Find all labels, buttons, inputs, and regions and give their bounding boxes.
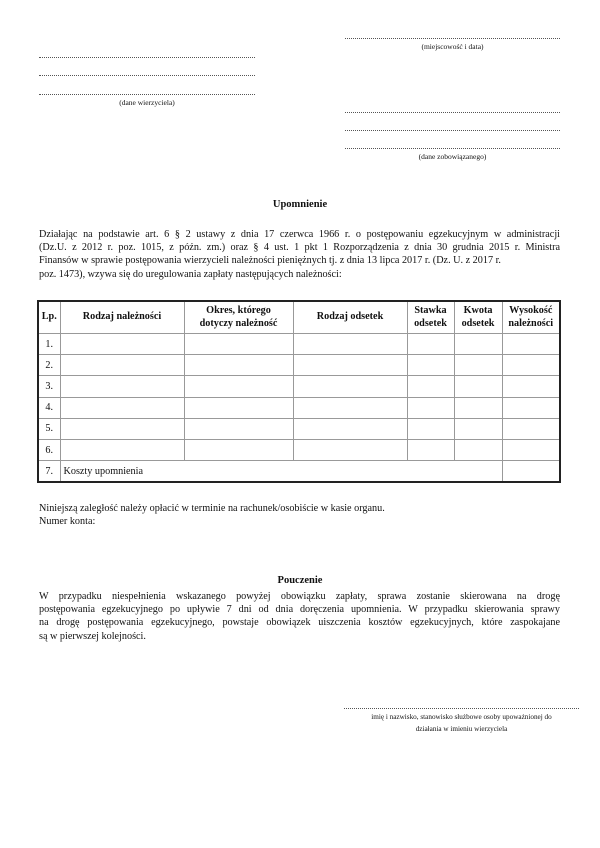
document-title: Upomnienie [272,199,328,210]
instruction-line: na drogę postępowania egzekucyjnego, powstaje obowiązek uiszczenia kosztów egzekucyjnych, które zaspokajane [39,617,560,629]
row-number: 2. [38,355,60,376]
cell-claim-total[interactable] [502,334,560,355]
row-number: 1. [38,334,60,355]
table-header-row [38,301,560,334]
cell-interest-amount[interactable] [454,439,502,460]
payment-info [39,502,560,528]
instruction-line: W przypadku niespełnienia wskazanego powyżej obowiązku zapłaty, sprawa zostanie skierowana na drogę [39,591,560,602]
cell-period[interactable] [184,334,293,355]
cell-interest-rate[interactable] [407,418,454,439]
cell-claim-type[interactable] [60,355,184,376]
cell-period[interactable] [184,418,293,439]
cell-interest-rate[interactable] [407,355,454,376]
row-number: 7. [38,461,60,483]
table-row [38,355,560,376]
debtor-field-line-3[interactable] [345,148,560,149]
header-total-line-1: Wysokość [509,305,553,316]
header-lp: Lp. [38,301,60,334]
row-number: 3. [38,376,60,397]
header-rate-line-1: Stawka [414,305,447,316]
cell-interest-rate[interactable] [407,439,454,460]
cell-claim-total[interactable] [502,397,560,418]
instruction-paragraph [39,590,560,643]
row-number: 6. [38,439,60,460]
account-number-label: Numer konta: [39,516,96,528]
cell-claim-type[interactable] [60,397,184,418]
cell-interest-type[interactable] [293,397,407,418]
place-date-field[interactable] [345,38,560,39]
cost-row [38,461,560,483]
row-number: 5. [38,418,60,439]
table-row [38,439,560,460]
header-interest-type: Rodzaj odsetek [293,301,407,334]
cell-interest-type[interactable] [293,418,407,439]
header-amount-line-1: Kwota [463,305,493,316]
cell-period[interactable] [184,355,293,376]
row-number: 4. [38,397,60,418]
cell-claim-type[interactable] [60,439,184,460]
cell-period[interactable] [184,397,293,418]
header-amount-line-2: odsetek [461,317,495,329]
cell-interest-rate[interactable] [407,376,454,397]
cell-claim-type[interactable] [60,418,184,439]
cell-interest-amount[interactable] [454,418,502,439]
header-interest-amount [454,301,502,334]
table-row [38,397,560,418]
intro-line: Finansów w sprawie postępowania wierzycieli należności pieniężnych tj. z dnia 13 lipca 2017 r. (Dz. U. z 2017 r. [39,255,501,267]
cell-interest-amount[interactable] [454,397,502,418]
intro-line: Działając na podstawie art. 6 § 2 ustawy z dnia 17 czerwca 1966 r. o postępowaniu egzekucyjnym w administracji [39,229,560,240]
cell-interest-amount[interactable] [454,376,502,397]
table-row [38,376,560,397]
payment-instruction: Niniejszą zaległość należy opłacić w terminie na rachunek/osobiście w kasie organu. [39,503,385,514]
claims-table [37,300,561,483]
place-date-caption: (miejscowość i data) [421,42,484,51]
header-total-line-2: należności [508,317,554,329]
table-row [38,334,560,355]
cell-period[interactable] [184,376,293,397]
creditor-field-line-2[interactable] [39,75,255,76]
cell-cost-amount[interactable] [502,461,560,483]
cell-claim-type[interactable] [60,334,184,355]
cell-interest-amount[interactable] [454,334,502,355]
creditor-field-line-3[interactable] [39,94,255,95]
debtor-field-line-2[interactable] [345,130,560,131]
cell-interest-amount[interactable] [454,355,502,376]
intro-paragraph [39,228,560,281]
cell-claim-total[interactable] [502,418,560,439]
cell-interest-type[interactable] [293,334,407,355]
header-period [184,301,293,334]
creditor-field-line-1[interactable] [39,57,255,58]
cell-claim-total[interactable] [502,355,560,376]
header-interest-rate [407,301,454,334]
debtor-caption: (dane zobowiązanego) [418,152,487,161]
header-rate-line-2: odsetek [414,317,447,329]
instruction-title: Pouczenie [277,575,323,586]
cell-interest-rate[interactable] [407,397,454,418]
instruction-line: są w pierwszej kolejności. [39,630,146,642]
header-claim-total [502,301,560,334]
header-claim-type: Rodzaj należności [60,301,184,334]
signature-field[interactable] [344,708,579,709]
instruction-line: postępowania egzekucyjnego po upływie 7 dni od dnia doręczenia upomnienia. W przypadku skierowania sprawy [39,604,560,616]
cell-claim-total[interactable] [502,439,560,460]
intro-line: poz. 1473), wzywa się do uregulowania zapłaty następujących należności: [39,268,342,280]
header-period-line-1: Okres, którego [206,305,271,316]
creditor-caption: (dane wierzyciela) [119,98,175,107]
cost-row-label: Koszty upomnienia [60,461,502,483]
cell-interest-type[interactable] [293,376,407,397]
cell-period[interactable] [184,439,293,460]
intro-line: (Dz.U. z 2012 r. poz. 1015, z późn. zm.) oraz § 4 ust. 1 pkt 1 Rozporządzenia z dnia 30 grudnia 2015 r. Ministra [39,242,560,254]
cell-interest-type[interactable] [293,355,407,376]
cell-claim-type[interactable] [60,376,184,397]
signature-caption-line-2: działania w imieniu wierzyciela [415,725,508,733]
debtor-field-line-1[interactable] [345,112,560,113]
cell-claim-total[interactable] [502,376,560,397]
header-period-line-2: dotyczy należność [199,317,278,329]
table-row [38,418,560,439]
signature-caption-line-1: imię i nazwisko, stanowisko służbowe osoby upoważnionej do [371,713,552,721]
cell-interest-type[interactable] [293,439,407,460]
cell-interest-rate[interactable] [407,334,454,355]
